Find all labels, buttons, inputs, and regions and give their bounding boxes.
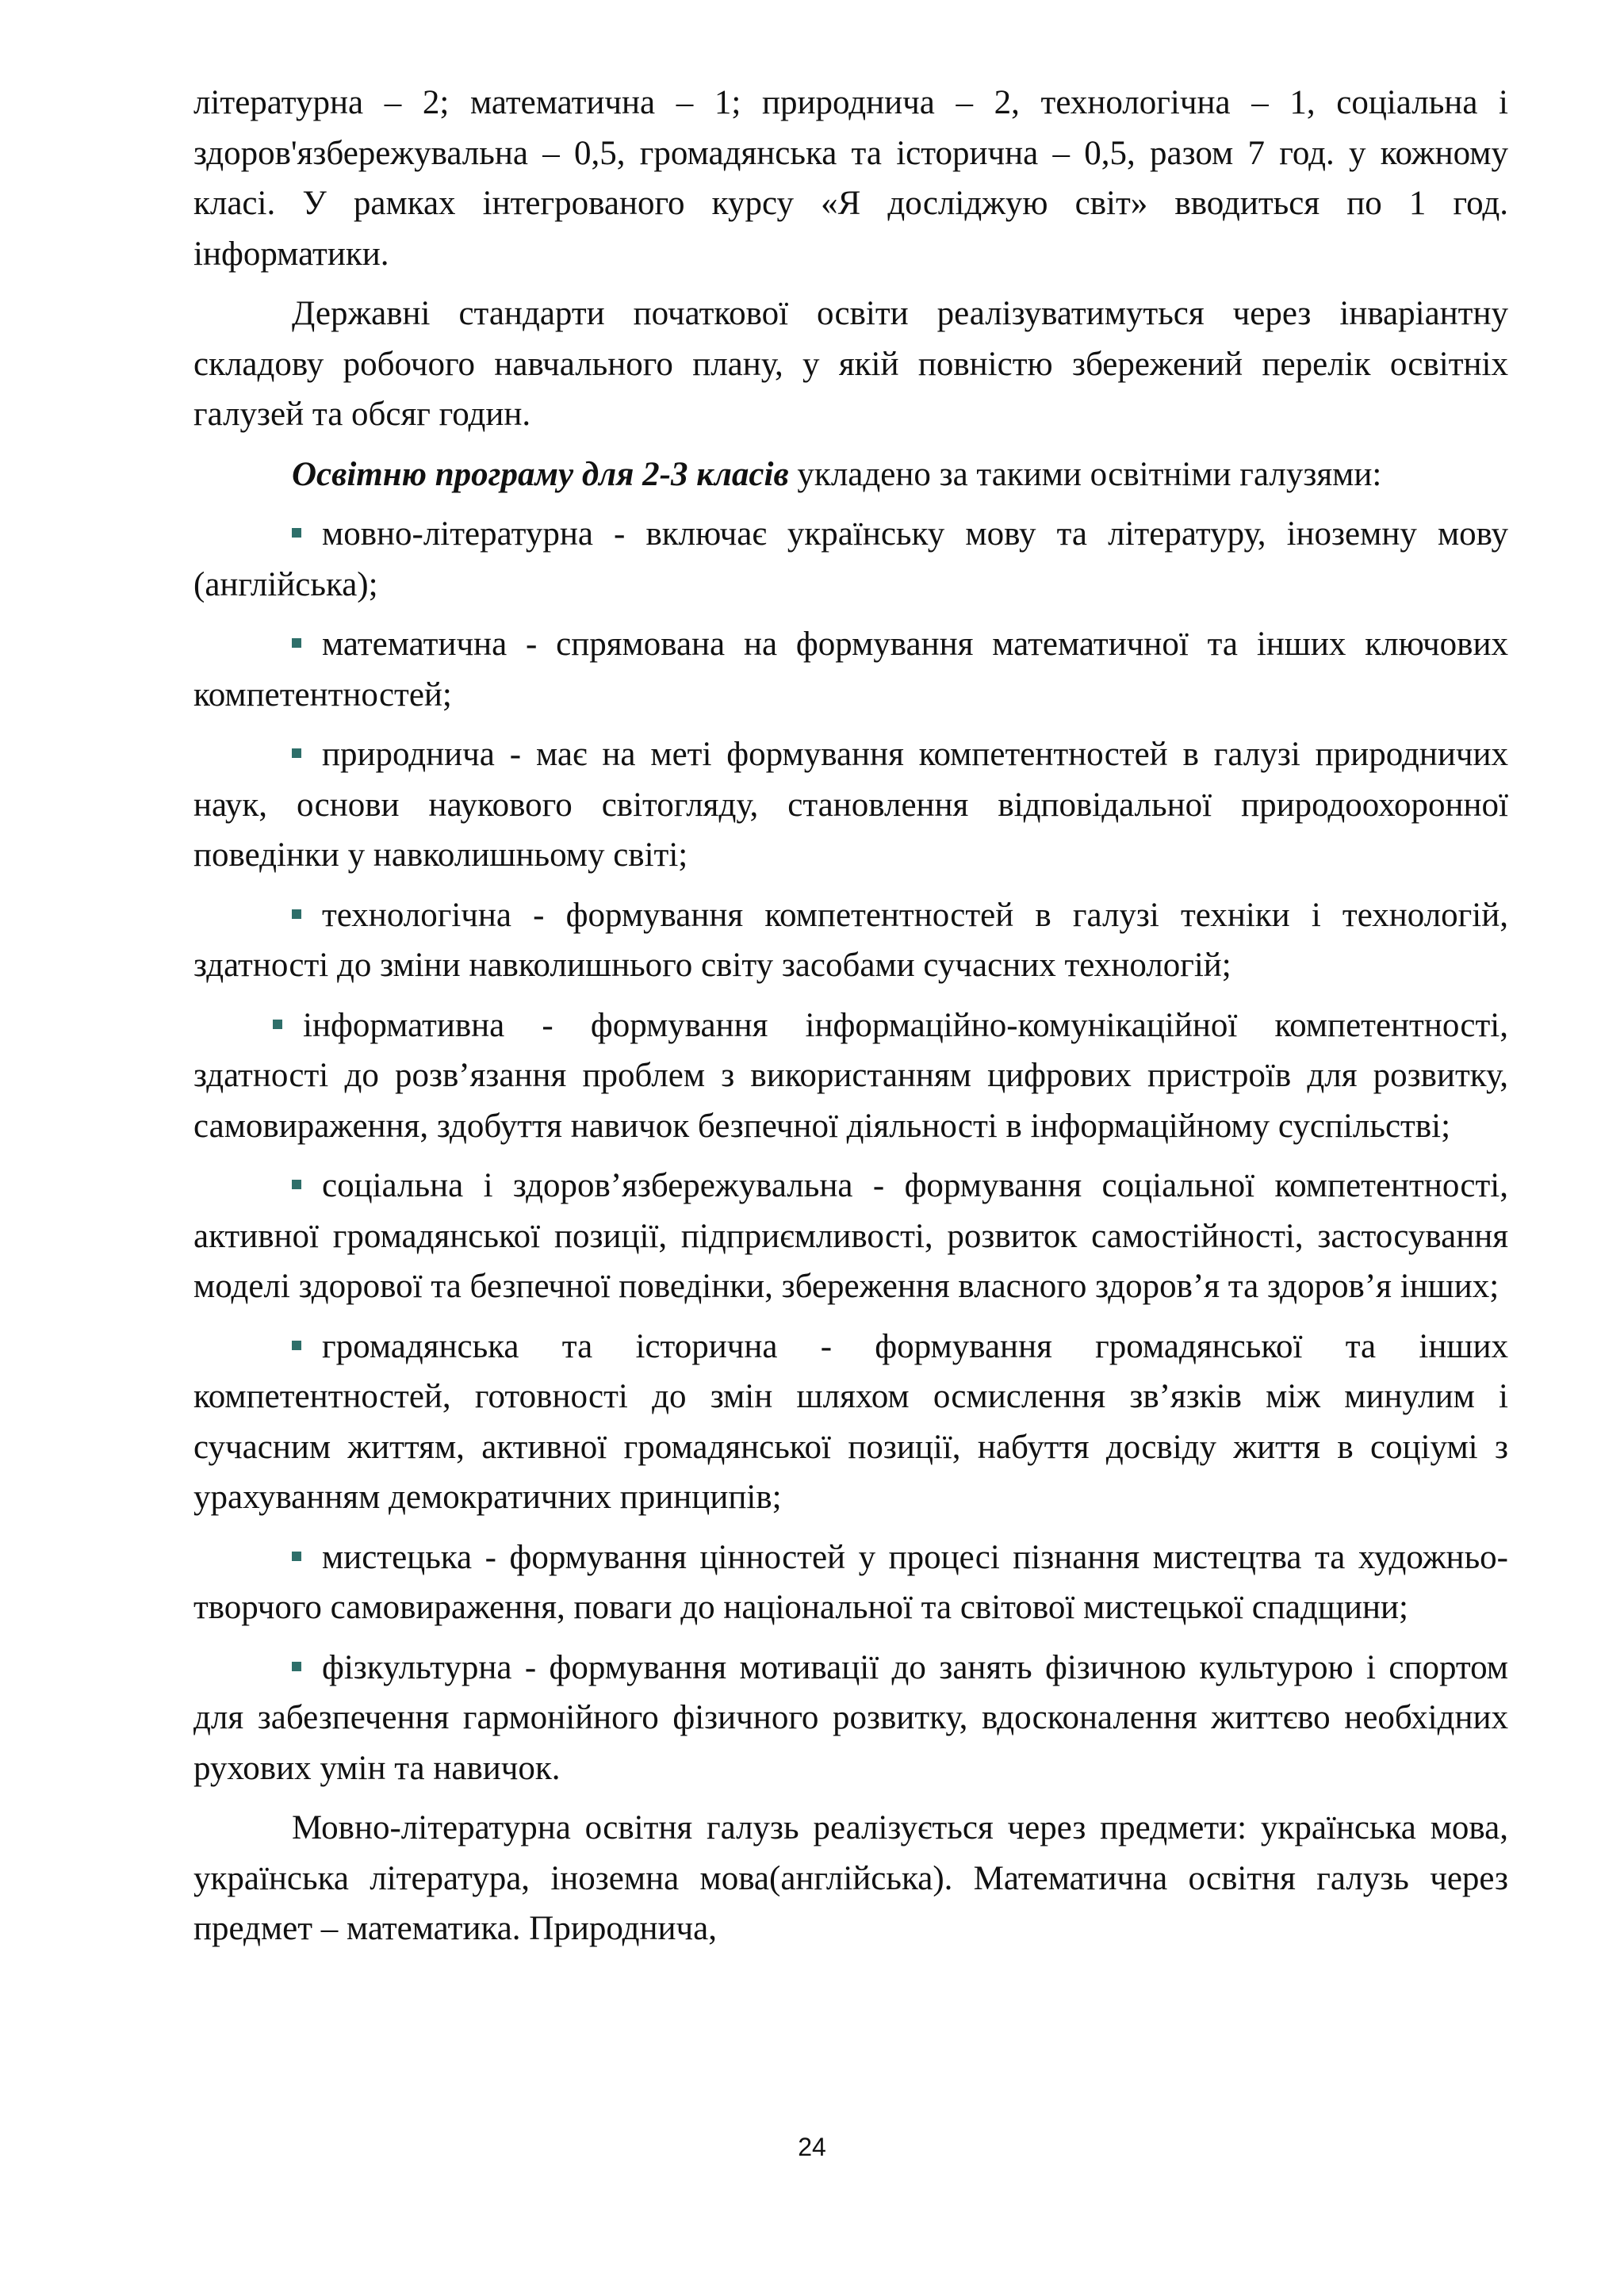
list-item-text: мовно-літературна - включає українську мову та літературу, іноземну мову (англійська); bbox=[193, 515, 1508, 603]
bullet-square-icon bbox=[292, 1180, 301, 1189]
bullet-square-icon bbox=[292, 909, 301, 919]
page-body bbox=[193, 78, 1508, 1954]
page-number: 24 bbox=[798, 2133, 826, 2161]
list-item-text: громадянська та історична - формування громадянської та інших компетентностей, готовності до змін шляхом осмислення зв’язків між минулим і сучасним життям, активної громадянської позиції, набуття досвіду життя в соціумі з урахуванням демократичних принципів; bbox=[193, 1327, 1508, 1516]
list-item-text: мистецька - формування цінностей у процесі пізнання мистецтва та художньо-творчого самовираження, поваги до національної та світової мистецької спадщини; bbox=[193, 1538, 1508, 1626]
list-item bbox=[193, 509, 1508, 610]
bullet-square-icon bbox=[292, 1662, 301, 1671]
list-item-text: математична - спрямована на формування математичної та інших ключових компетентностей; bbox=[193, 626, 1508, 714]
list-item bbox=[193, 1322, 1508, 1523]
bullet-square-icon bbox=[292, 528, 301, 538]
list-item bbox=[193, 890, 1508, 991]
list-item bbox=[193, 1161, 1508, 1312]
list-item bbox=[193, 1533, 1508, 1633]
bullet-square-icon bbox=[292, 1552, 301, 1561]
list-item bbox=[193, 619, 1508, 720]
paragraph-intro-continuation: літературна – 2; математична – 1; природнича – 2, технологічна – 1, соціальна і здоров'язбережувальна – 0,5, громадянська та історична – 0,5, разом 7 год. у кожному класі. У рамках інтегрованого курсу «Я досліджую світ» вводиться по 1 год. інформатики. bbox=[193, 84, 1508, 273]
list-item-text: природнича - має на меті формування компетентностей в галузі природничих наук, основи наукового світогляду, становлення відповідальної природоохоронної поведінки у навколишньому світі; bbox=[193, 736, 1508, 874]
bullet-square-icon bbox=[292, 1341, 301, 1350]
list-item-text: фізкультурна - формування мотивації до занять фізичною культурою і спортом для забезпечення гармонійного фізичного розвитку, вдосконалення життєво необхідних рухових умін та навичок. bbox=[193, 1648, 1508, 1787]
list-item-text: соціальна і здоров’язбережувальна - формування соціальної компетентності, активної громадянської позиції, підприємливості, розвиток самостійності, застосування моделі здорової та безпечної поведінки, збереження власного здоров’я та здоров’я інших; bbox=[193, 1167, 1508, 1305]
list-item-text: інформативна - формування інформаційно-комунікаційної компетентності, здатності до розв’язання проблем з використанням цифрових пристроїв для розвитку, самовираження, здобуття навичок безпечної діяльності в інформаційному суспільстві; bbox=[193, 1006, 1508, 1145]
bullet-square-icon bbox=[292, 748, 301, 758]
bullet-square-icon bbox=[292, 638, 301, 648]
paragraph-program-intro bbox=[193, 450, 1508, 500]
bullet-square-icon bbox=[273, 1020, 282, 1029]
list-item bbox=[193, 1001, 1508, 1152]
list-item bbox=[193, 1643, 1508, 1794]
list-item bbox=[193, 729, 1508, 881]
paragraph-state-standards: Державні стандарти початкової освіти реалізуватимуться через інваріантну складову робочого навчального плану, у якій повністю збережений перелік освітніх галузей та обсяг годин. bbox=[193, 295, 1508, 433]
paragraph-language-literature: Мовно-літературна освітня галузь реалізується через предмети: українська мова, українська література, іноземна мова(англійська). Математична освітня галузь через предмет – математика. Природнича, bbox=[193, 1809, 1508, 1947]
program-intro-text: укладено за такими освітніми галузями: bbox=[788, 455, 1382, 493]
list-item-text: технологічна - формування компетентностей в галузі техніки і технологій, здатності до зміни навколишнього світу засобами сучасних технологій; bbox=[193, 896, 1508, 984]
program-heading-emphasis: Освітню програму для 2-3 класів bbox=[292, 455, 789, 493]
